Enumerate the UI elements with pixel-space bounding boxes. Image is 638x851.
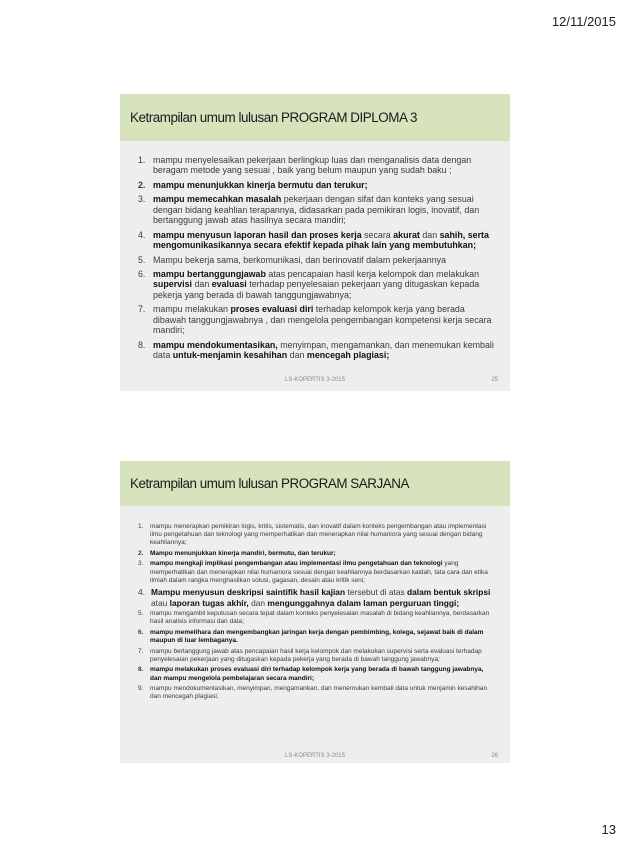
text-segment: dan (191, 279, 212, 290)
text-segment: tersebut di atas (345, 587, 408, 598)
text-segment: terhadap penyelesaian pekerjaan yang ditugaskan kepada pekerja yang berada di bawah tanggungjawabnya; (153, 279, 480, 300)
list-item-text (150, 550, 496, 558)
list-item-number: 7. (138, 304, 146, 315)
list-item-text (153, 155, 496, 176)
bold-text: evaluasi (211, 279, 247, 290)
slide-footer-text: LS-KOPERTIS 3-2015 (285, 753, 345, 759)
list-item (138, 230, 496, 251)
list-item-text (153, 304, 496, 335)
slide-26 (120, 461, 510, 763)
list-item-text (150, 666, 496, 682)
bold-text: mampu mengkaji implikasi pengembangan atau implementasi ilmu pengetahuan dan teknologi (150, 560, 443, 568)
list-item (138, 523, 496, 548)
list-item (138, 550, 496, 558)
bold-text: mampu melakukan proses evaluasi diri terhadap kelompok kerja yang berada di bawah tanggung jawabnya, dan mampu mengelola pembelajaran secara mandiri; (150, 666, 484, 682)
slide-footer-text: LS-KOPERTIS 3-2015 (285, 377, 345, 383)
text-segment: Mampu bekerja sama, berkomunikasi, dan berinovatif dalam pekerjaannya (153, 254, 447, 265)
list-item (138, 304, 496, 335)
list-item-number: 4. (138, 587, 145, 598)
list-item-text (153, 194, 496, 225)
page-date: 12/11/2015 (551, 14, 616, 29)
list-item-number: 3. (138, 194, 146, 205)
bold-text: sahih, serta mengomunikasikannya secara efektif kepada pihak lain yang membutuhkan; (153, 229, 489, 250)
list-item-text (150, 523, 496, 548)
list-item (138, 194, 496, 225)
text-segment: dan (248, 597, 268, 608)
list-item-text (153, 269, 496, 300)
bold-text: mampu mendokumentasikan, (153, 339, 278, 350)
list-item-number: 4. (138, 229, 146, 240)
bold-text: mampu bertanggungjawab (153, 269, 266, 280)
bold-text: untuk-menjamin kesahihan (172, 349, 288, 360)
list-item-text (153, 340, 496, 361)
list-item-text (151, 587, 496, 608)
list-item-number: 8. (138, 666, 144, 674)
text-segment: dan (287, 349, 307, 360)
list-item-number: 5. (138, 610, 144, 618)
skills-list (138, 523, 496, 701)
text-segment: atas pencapaian hasil kerja kelompok dan melakukan (265, 269, 480, 280)
list-item-text (150, 610, 496, 626)
list-item-number: 7. (138, 647, 144, 655)
list-item-text (153, 255, 496, 265)
slide-title-bar (120, 94, 510, 141)
page-number: 13 (601, 822, 616, 837)
bold-text: supervisi (153, 279, 192, 290)
list-item-text (150, 648, 496, 664)
bold-text: Mampu menunjukkan kinerja mandiri, bermutu, dan terukur; (150, 549, 336, 557)
list-item (138, 610, 496, 626)
slide-footer (120, 751, 510, 763)
text-segment: mampu bertanggung jawab atas pencapaian hasil kerja kelompok dan melakukan supervisi serta evaluasi terhadap penyelesaian pekerjaan yang ditugaskan kepada pekerja yang berada di bawah tanggung jawabnya; (150, 647, 482, 663)
text-segment: dan (419, 229, 440, 240)
slide-25 (120, 94, 510, 391)
list-item-number: 2. (138, 549, 144, 557)
list-item (138, 155, 496, 176)
list-item-number: 6. (138, 269, 146, 280)
skills-list (138, 155, 496, 360)
bold-text: mengunggahnya dalam laman perguruan tinggi; (267, 597, 460, 608)
text-segment: menyimpan, mengamankan, dan menemukan kembali data (153, 339, 494, 360)
list-item (138, 666, 496, 682)
text-segment: atau (151, 597, 170, 608)
slide-title-bar (120, 461, 510, 506)
list-item (138, 180, 496, 190)
list-item (138, 629, 496, 645)
bold-text: proses evaluasi diri (230, 304, 314, 315)
list-item-number: 2. (138, 179, 146, 190)
bold-text: Mampu menyusun deskripsi saintifik hasil kajian (151, 587, 346, 598)
text-segment: mampu menerapkan pemikiran logis, kritis, sistematis, dan inovatif dalam konteks pengembangan atau implementasi ilmu pengetahuan dan teknologi yang memperhatikan dan menerapkan nilai humaniora yang sesuai dengan bidang keahliannya; (150, 523, 487, 547)
list-item (138, 340, 496, 361)
list-item-text (153, 230, 496, 251)
bold-text: mencegah plagiasi; (306, 349, 390, 360)
text-segment: mampu mengambil keputusan secara tepat dalam konteks penyelesaian masalah di bidang keahliannya, berdasarkan hasil analisis informasi dan data; (150, 610, 490, 626)
list-item (138, 648, 496, 664)
bold-text: mampu memelihara dan mengembangkan jaringan kerja dengan pembimbing, kolega, sejawat baik di dalam maupun di luar lembaganya. (150, 628, 484, 645)
slide-footer (120, 375, 510, 387)
slide-title: Ketrampilan umum lulusan PROGRAM DIPLOMA 3 (130, 110, 417, 125)
text-segment: mampu melakukan (153, 304, 231, 315)
bold-text: akurat (393, 229, 420, 240)
list-item-number: 1. (138, 155, 146, 165)
text-segment: yang memperhatikan dan menerapkan nilai humaniora sesuai dengan keahliannya berdasarkan kaidah, tata cara dan etika ilmiah dalam rangka menghasilkan solusi, gagasan, desain atau kritik seni; (150, 560, 488, 584)
text-segment: secara (361, 229, 394, 240)
list-item-number: 1. (138, 523, 144, 530)
list-item (138, 685, 496, 701)
list-item-number: 8. (138, 339, 146, 350)
list-item (138, 587, 496, 608)
slide-body (120, 506, 510, 751)
slide-number: 25 (491, 377, 498, 383)
bold-text: mampu menunjukkan kinerja bermutu dan terukur; (153, 179, 368, 190)
bold-text: mampu menyusun laporan hasil dan proses kerja (153, 229, 362, 240)
list-item-text (150, 560, 496, 585)
bold-text: laporan tugas akhir, (169, 597, 249, 608)
list-item (138, 255, 496, 265)
list-item (138, 560, 496, 585)
slide-title: Ketrampilan umum lulusan PROGRAM SARJANA (130, 476, 409, 491)
text-segment: pekerjaan dengan sifat dan konteks yang sesuai dengan bidang keahlian terapannya, didasarkan pada pemikiran logis, inovatif, dan bertanggung jawab atas hasilnya secara mandiri; (153, 194, 480, 226)
text-segment: mampu menyelesaikan pekerjaan berlingkup luas dan menganalisis data dengan beragam metode yang sesuai , baik yang belum maupun yang sudah baku ; (153, 155, 472, 176)
list-item-number: 5. (138, 254, 146, 265)
list-item-text (150, 685, 496, 701)
bold-text: dalam bentuk skripsi (407, 587, 491, 598)
list-item-text (153, 180, 496, 190)
text-segment: mampu mendokumentasikan, menyimpan, mengamankan, dan menemukan kembali data untuk menjamin kesahihan dan mencegah plagiasi; (150, 685, 488, 701)
list-item (138, 269, 496, 300)
list-item-number: 9. (138, 685, 144, 693)
list-item-text (150, 629, 496, 645)
slide-body (120, 141, 510, 375)
slide-number: 26 (491, 753, 498, 759)
list-item-number: 6. (138, 628, 144, 636)
list-item-number: 3. (138, 560, 144, 568)
text-segment: terhadap kelompok kerja yang berada dibawah tanggungjawabnya , dan mengelola pengembangan kompetensi kerja secara mandiri; (153, 304, 492, 335)
bold-text: mampu memecahkan masalah (153, 194, 282, 205)
